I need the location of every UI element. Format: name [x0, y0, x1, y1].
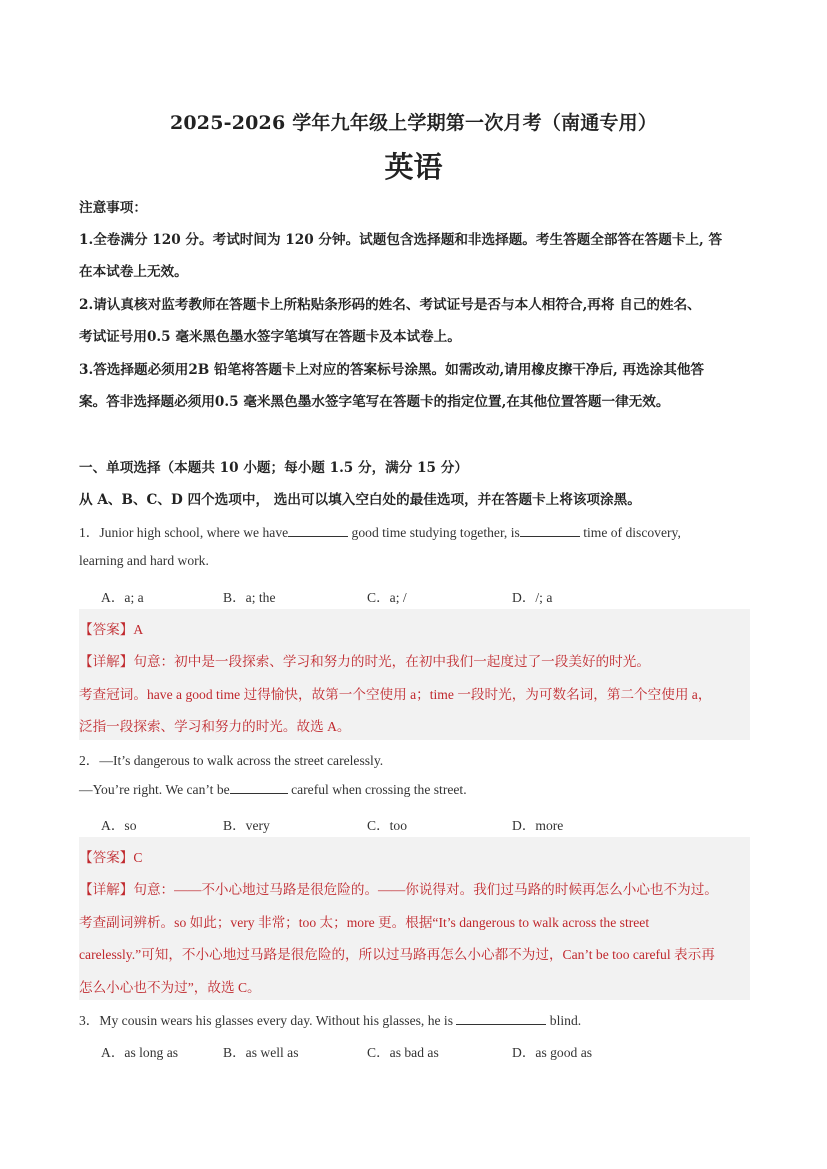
notice-line: 案。答非选择题必须用0.5 毫米黑色墨水签字笔写在答题卡的指定位置,在其他位置答题一律无效。 — [79, 394, 670, 410]
answer-blank — [288, 524, 348, 537]
notice-line: 1.全卷满分 120 分。考试时间为 120 分钟。试题包含选择题和非选择题。考生答题全部答在答题卡上, 答 — [79, 232, 723, 248]
answer-label: 【答案】C — [79, 850, 143, 865]
answer-blank — [520, 524, 580, 537]
answer-label: 【答案】A — [79, 622, 144, 637]
subject-title: 英语 — [384, 150, 443, 184]
option-c: C．too — [367, 818, 408, 833]
option-d: D．as good as — [512, 1045, 593, 1060]
question-text: blind. — [546, 1013, 582, 1028]
option-c: C．as bad as — [367, 1045, 439, 1060]
section-instruction: 从 A、B、C、D 四个选项中， 选出可以填入空白处的最佳选项，并在答题卡上将该项涂黑。 — [79, 492, 641, 508]
question-text: 1．Junior high school, where we have — [79, 525, 289, 540]
explanation-line: 泛指一段探索、学习和努力的时光。故选 A。 — [79, 719, 351, 734]
option-d: D．more — [512, 818, 564, 833]
explanation-line: carelessly.”可知，不小心地过马路是很危险的，所以过马路再怎么小心都不为过，Can’t be too careful 表示再 — [79, 947, 715, 962]
option-b: B．very — [223, 818, 270, 833]
explanation-line: 怎么小心也不为过”，故选 C。 — [79, 980, 261, 995]
exam-title: 2025-2026 学年九年级上学期第一次月考（南通专用） — [169, 112, 658, 134]
question-text: —You’re right. We can’t be — [79, 782, 230, 797]
notice-line: 2.请认真核对监考教师在答题卡上所粘贴条形码的姓名、考试证号是否与本人相符合,再将 自己的姓名、 — [79, 297, 701, 313]
question-3-line1 — [79, 1009, 581, 1029]
question-text: 3．My cousin wears his glasses every day. Without his glasses, he is — [79, 1013, 453, 1028]
answer-blank — [230, 781, 288, 794]
notice-heading: 注意事项： — [79, 200, 147, 216]
notice-line: 3.答选择题必须用2B 铅笔将答题卡上对应的答案标号涂黑。如需改动,请用橡皮擦干净后, 再选涂其他答 — [79, 362, 705, 378]
explanation-line: 考查冠词。have a good time 过得愉快，故第一个空使用 a；time 一段时光，为可数名词，第二个空使用 a， — [79, 687, 712, 702]
question-1-line2: learning and hard work. — [79, 553, 209, 568]
question-2-line1: 2．—It’s dangerous to walk across the street carelessly. — [79, 753, 384, 768]
question-text: time of discovery, — [579, 525, 681, 540]
option-a: A．a; a — [101, 590, 144, 605]
explanation-line: 考查副词辨析。so 如此；very 非常；too 太；more 更。根据“It’s dangerous to walk across the street — [79, 915, 650, 930]
option-a: A．as long as — [101, 1045, 179, 1060]
option-d: D．/; a — [512, 590, 553, 605]
question-text: careful when crossing the street. — [287, 782, 467, 797]
option-b: B．a; the — [223, 590, 276, 605]
option-b: B．as well as — [223, 1045, 299, 1060]
notice-line: 在本试卷上无效。 — [79, 264, 188, 280]
section-heading: 一、单项选择（本题共 10 小题；每小题 1.5 分，满分 15 分） — [79, 460, 468, 476]
question-2-line2 — [79, 781, 467, 798]
option-a: A．so — [101, 818, 137, 833]
explanation-line: 【详解】句意：——不小心地过马路是很危险的。——你说得对。我们过马路的时候再怎么小心也不为过。 — [79, 882, 718, 897]
question-text: good time studying together, is — [348, 525, 520, 540]
explanation-line: 【详解】句意：初中是一段探索、学习和努力的时光，在初中我们一起度过了一段美好的时光。 — [79, 654, 650, 669]
option-c: C．a; / — [367, 590, 407, 605]
notice-line: 考试证号用0.5 毫米黑色墨水签字笔填写在答题卡及本试卷上。 — [79, 329, 461, 345]
question-1-line1 — [79, 521, 681, 541]
answer-blank — [456, 1012, 546, 1025]
